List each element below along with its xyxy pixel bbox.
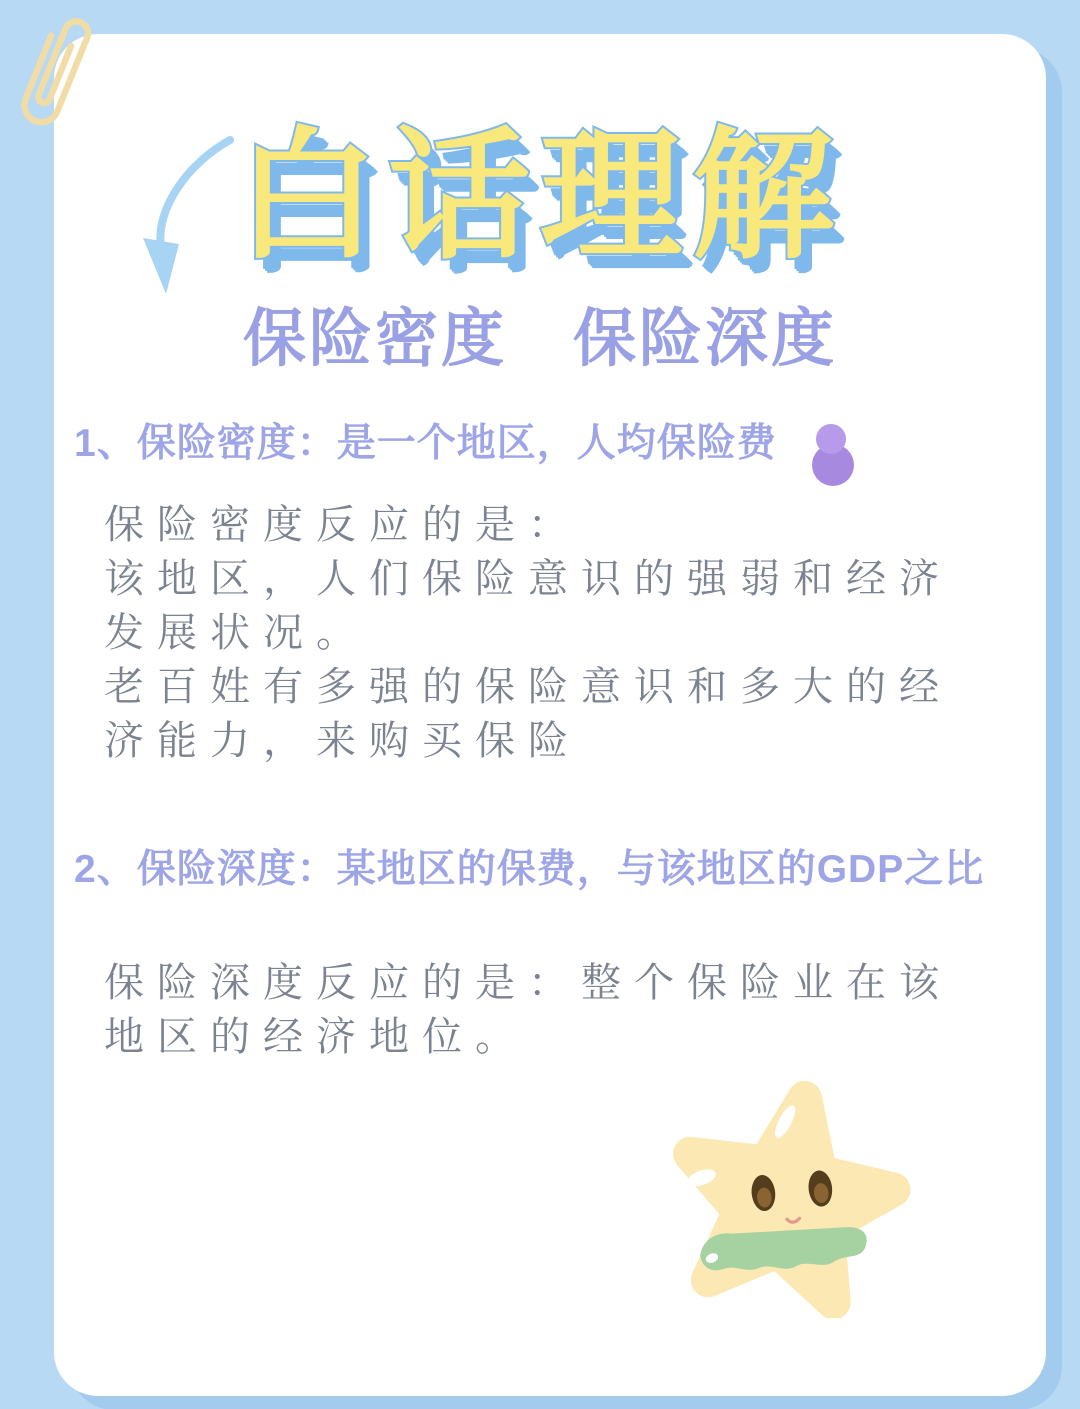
pushpin-icon [806, 420, 856, 492]
body-line: 济能力，来购买保险 [104, 719, 581, 763]
section2-body [104, 956, 952, 1064]
body-line: 地区的经济地位。 [104, 1015, 528, 1059]
star-mascot [655, 1078, 917, 1318]
section1-heading: 1、保险密度：是一个地区，人均保险费 [74, 422, 777, 465]
section1-body [104, 498, 952, 768]
page-title: 白话理解 [236, 117, 844, 276]
body-line: 保险密度反应的是： [104, 503, 581, 547]
section2-heading: 2、保险深度：某地区的保费，与该地区的GDP之比 [74, 848, 985, 891]
body-line: 发展状况。 [104, 611, 369, 655]
page-subtitle: 保险密度 保险深度 [243, 304, 837, 374]
body-line: 该地区，人们保险意识的强弱和经济 [104, 557, 952, 601]
body-line: 老百姓有多强的保险意识和多大的经 [104, 665, 952, 709]
body-line: 保险深度反应的是：整个保险业在该 [104, 961, 952, 1005]
